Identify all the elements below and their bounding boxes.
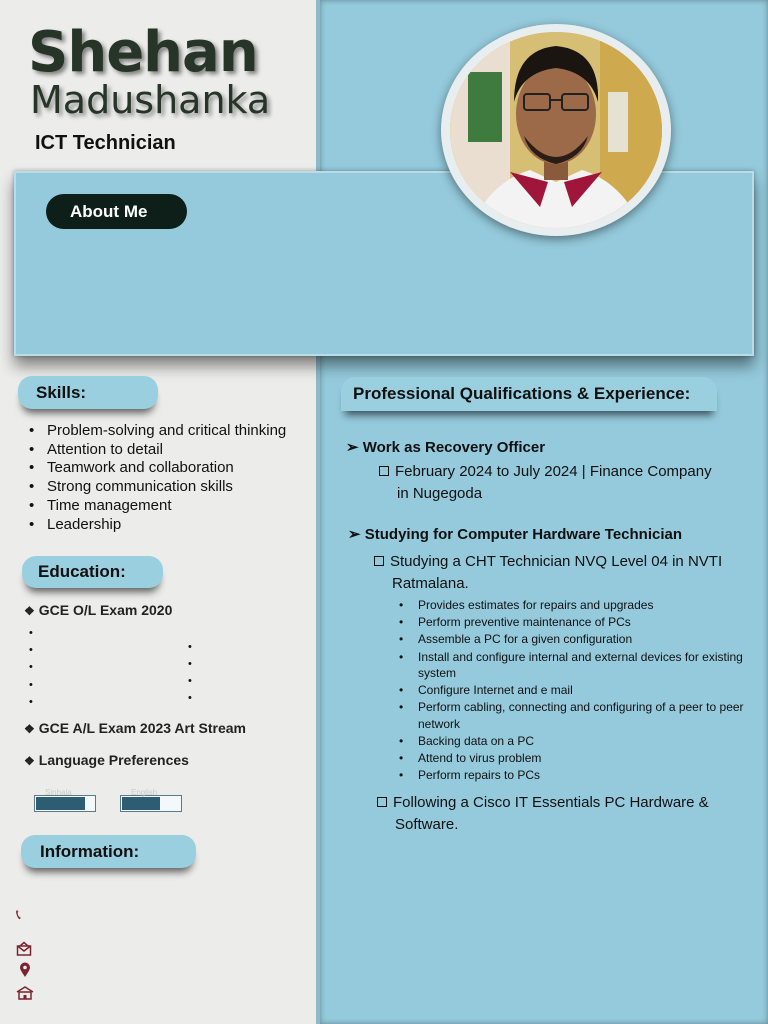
task-item: • Perform repairs to PCs	[398, 767, 748, 783]
task-item: • Backing data on a PC	[398, 733, 748, 749]
task-item: • Assemble a PC for a given configuration	[398, 631, 748, 647]
education-heading: Education:	[22, 556, 163, 588]
profile-photo	[450, 32, 662, 228]
home-icon	[16, 986, 34, 1003]
language-preferences	[24, 752, 189, 768]
job1-title-text: Work as Recovery Officer	[362, 439, 546, 456]
last-name: Madushanka	[30, 78, 271, 122]
empty-bullet: •	[188, 675, 192, 687]
empty-bullet: •	[29, 644, 33, 656]
diamond-bullet-icon: ❖	[24, 604, 35, 618]
education-al-text: GCE A/L Exam 2023 Art Stream	[38, 720, 247, 736]
task-item: • Attend to virus problem	[398, 750, 748, 766]
profile-photo-frame	[441, 24, 671, 236]
education-ol-text: GCE O/L Exam 2020	[38, 602, 173, 618]
language-name: Sinhala	[45, 788, 72, 797]
skill-item: • Time management	[24, 497, 286, 516]
job2-title	[348, 525, 682, 543]
job-title: ICT Technician	[35, 132, 176, 154]
empty-bullet: •	[188, 641, 192, 653]
job2-title-text: Studying for Computer Hardware Technician	[364, 526, 683, 543]
empty-bullet: •	[188, 658, 192, 670]
arrow-bullet-icon: ➢	[346, 439, 363, 456]
task-item: • Provides estimates for repairs and upgrades	[398, 597, 748, 613]
language-bar-sinhala	[34, 788, 96, 812]
checkbox-bullet-icon	[379, 466, 389, 476]
task-item: • Perform cabling, connecting and configuring of a peer to peer network	[398, 699, 748, 732]
task-item: • Install and configure internal and external devices for existing system	[398, 649, 748, 682]
job1-title	[346, 438, 545, 456]
skill-item: • Teamwork and collaboration	[24, 459, 286, 478]
language-name: English	[131, 788, 158, 797]
location-icon	[19, 962, 31, 981]
empty-bullet: •	[29, 679, 33, 691]
task-item: • Configure Internet and e mail	[398, 682, 748, 698]
empty-bullet: •	[29, 627, 33, 639]
job2-detail-line1: Studying a CHT Technician NVQ Level 04 in NVTI	[390, 553, 723, 570]
about-me-heading: About Me	[46, 194, 187, 229]
empty-bullet: •	[29, 696, 33, 708]
cisco-course-line2: Software.	[395, 816, 459, 833]
skill-item: • Attention to detail	[24, 441, 286, 460]
skills-list	[24, 422, 286, 534]
checkbox-bullet-icon	[377, 797, 387, 807]
skill-item: • Problem-solving and critical thinking	[24, 422, 286, 441]
language-bar-fill	[122, 797, 160, 810]
diamond-bullet-icon: ❖	[24, 722, 35, 736]
language-bar-english	[120, 788, 182, 812]
phone-icon: 📞︎	[16, 906, 21, 922]
job1-detail-line2: in Nugegoda	[397, 485, 483, 502]
cisco-course-line1: Following a Cisco IT Essentials PC Hardware &	[393, 794, 709, 811]
qualifications-heading: Professional Qualifications & Experience:	[341, 377, 717, 411]
first-name: Shehan	[28, 20, 258, 85]
arrow-bullet-icon: ➢	[348, 526, 365, 543]
job2-task-list	[398, 597, 748, 785]
job2-detail	[374, 551, 722, 573]
email-icon	[16, 941, 32, 960]
empty-bullet: •	[188, 692, 192, 704]
checkbox-bullet-icon	[374, 556, 384, 566]
skill-item: • Leadership	[24, 516, 286, 535]
cisco-course	[377, 792, 709, 814]
education-ol	[24, 602, 172, 618]
diamond-bullet-icon: ❖	[24, 754, 35, 768]
skill-item: • Strong communication skills	[24, 478, 286, 497]
language-preferences-text: Language Preferences	[38, 752, 189, 768]
empty-bullet: •	[29, 661, 33, 673]
skills-heading: Skills:	[18, 376, 158, 409]
job2-detail-line2: Ratmalana.	[392, 575, 469, 592]
job1-detail-line1: February 2024 to July 2024 | Finance Company	[395, 463, 712, 480]
job1-detail	[379, 461, 712, 483]
task-item: • Perform preventive maintenance of PCs	[398, 614, 748, 630]
education-al	[24, 720, 246, 736]
language-bar-fill	[36, 797, 85, 810]
information-heading: Information:	[21, 835, 196, 868]
